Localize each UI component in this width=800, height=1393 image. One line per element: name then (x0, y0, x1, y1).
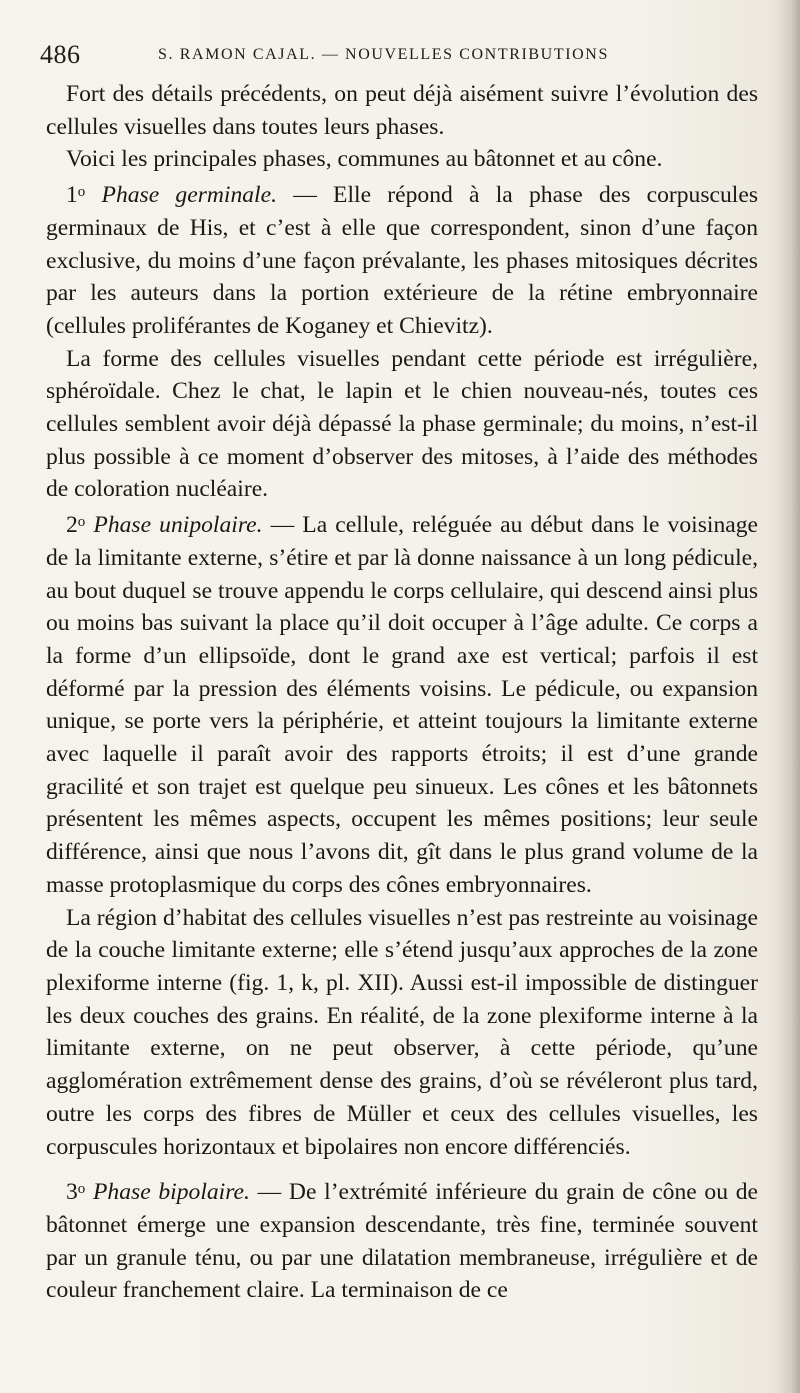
phase-number: 2 (66, 512, 78, 539)
paragraph-text: La forme des cellules visuelles pendant cette période est irrégulière, sphéroïdale. Chez le chat, le lapin et le chien nouveau-nés, toutes ces cellules semblent avoir déjà dépassé la phase germinale; du moins, n’est-il plus possible à ce moment d’observer des mitoses, à l’aide des méthodes de coloration nucléaire. (46, 345, 758, 503)
body-text (46, 78, 758, 1307)
paragraph-text: La région d’habitat des cellules visuelles n’est pas restreinte au voisinage de la couche limitante externe; elle s’étend jusqu’aux approches de la zone plexiforme interne (fig. 1, k, pl. XII). Aussi est-il impossible de distinguer les deux couches des grains. En réalité, de la zone plexiforme interne à la limitante externe, on ne peut observer, à cette période, qu’une agglomération extrêmement dense des grains, d’où se révéleront plus tard, outre les corps des fibres de Müller et ceux des cellules visuelles, les corpuscules horizontaux et bipolaires non encore différenciés. (46, 904, 758, 1160)
phase-number: 3 (66, 1179, 78, 1206)
phase-number-superscript: o (77, 1181, 86, 1198)
page-edge-shadow (778, 0, 800, 1393)
paragraph-forme-cellules (46, 343, 758, 507)
paragraph-text: — La cellule, reléguée au début dans le voisinage de la limitante externe, s’étire et par là donne naissance à un long pédicule, au bout duquel se trouve appendu le corps cellulaire, qui descend ainsi plus ou moins bas suivant la place qu’il doit occuper à l’âge adulte. Ce corps a la forme d’un ellipsoïde, dont le grand axe est vertical; parfois il est déformé par la pression des éléments voisins. Le pédicule, ou expansion unique, se porte vers la périphérie, et atteint toujours la limitante externe avec laquelle il paraît avoir des rapports étroits; il est d’une grande gracilité et son trajet est quelque peu sinueux. Les cônes et les bâtonnets présentent les mêmes aspects, occupent les mêmes positions; leur seule différence, ainsi que nous l’avons dit, gît dans le plus grand volume de la masse protoplasmique du corps des cônes embryonnaires. (46, 512, 758, 898)
phase-number: 1 (66, 182, 78, 209)
paragraph-text: — Elle répond à la phase des corpuscules germinaux de His, et c’est à elle que correspondent, sinon d’une façon exclusive, du moins d’une façon prévalante, les phases mitosiques décrites par les auteurs dans la portion extérieure de la rétine embryonnaire (cellules proliférantes de Koganey et Chievitz). (46, 182, 759, 339)
phase-number-superscript: o (77, 514, 86, 531)
page-number: 486 (40, 40, 81, 69)
page-header (40, 40, 740, 74)
paragraph-text: Fort des détails précédents, on peut déjà aisément suivre l’évolution des cellules visuelles dans toutes leurs phases. (46, 81, 758, 140)
phase-number-superscript: o (77, 184, 86, 201)
paragraph-text: — De l’extrémité inférieure du grain de cône ou de bâtonnet émerge une expansion descendante, très fine, terminée souvent par un granule ténu, ou par une dilatation membraneuse, irrégulière et de couleur franchement claire. La terminaison de ce (46, 1179, 759, 1304)
phase-title: Phase germinale. (101, 182, 277, 209)
paragraph-phases-overview (46, 143, 758, 176)
phase-title: Phase bipolaire. (93, 1179, 250, 1206)
phase-title: Phase unipolaire. (93, 512, 263, 539)
paragraph-phase-germinale (46, 176, 758, 343)
paragraph-region-habitat (46, 902, 758, 1164)
paragraph-intro (46, 78, 758, 143)
running-head: S. RAMON CAJAL. — NOUVELLES CONTRIBUTIONS (158, 46, 609, 63)
paragraph-phase-unipolaire (46, 506, 758, 901)
paragraph-phase-bipolaire (46, 1173, 758, 1307)
paragraph-gap (46, 1163, 758, 1173)
paragraph-text: Voici les principales phases, communes au bâtonnet et au cône. (66, 146, 663, 173)
